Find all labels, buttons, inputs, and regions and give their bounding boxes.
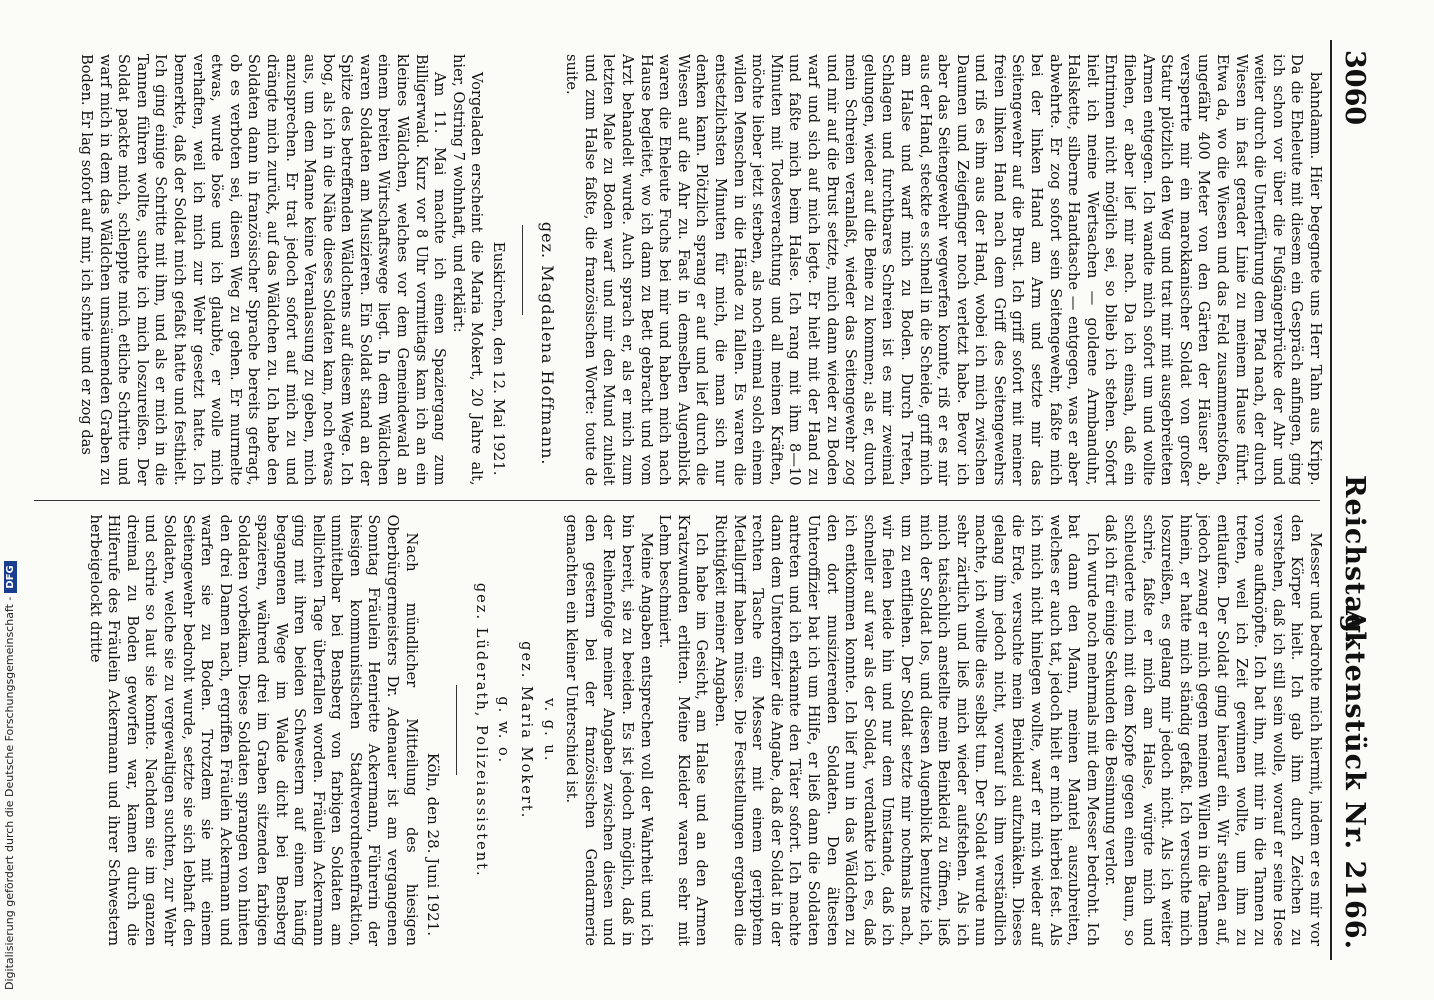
running-head — [1330, 40, 1372, 960]
digitization-note — [3, 10, 17, 990]
paragraph: Ich habe im Gesicht, am Halse und an den Armen Kratzwunden erlitten. Meine Kleider waren sehr mit Lehm beschmiert. — [656, 514, 711, 946]
paragraph: Am 11. Mai machte ich einen Spaziergang zum Billigerwald. Kurz vor 8 Uhr vormittags kam ich an ein kleines Wäldchen, welches vor dem Gemeindewald an einem breiten Wirtschaftswege liegt. In dem Wäldchen waren Soldaten am Musizieren. Ein Soldat stand an der Spitze des betreffenden Wäldchens auf diesem Wege. Ich bog, als ich in die Nähe dieses Soldaten kam, noch etwas aus, um dem Manne keine Veranlassung zu geben, mich anzusprechen. Er trat jedoch sofort auf mich zu und drängte mich zurück, auf das Wäldchen zu. Ich habe den Soldaten dann in französischer Sprache bereits gefragt, ob es verboten sei, diesen Weg zu gehen. Er murmelte etwas, wurde böse und ich glaubte, er wolle mich verhaften, weil ich mich zur Wehr gesetzt hatte. Ich bemerkte, daß der Soldat mich gefaßt hatte und festhielt. Ich ging einige Schritte mit ihm, und als er mich in die Tannen führen wollte, suchte ich mich loszureißen. Der Soldat packte mich, schleppte mich etliche Schritte und warf mich in dem das Wäldchen umsäumenden Graben zu Boden. Er lag sofort auf mir, ich schrie und er zog das — [78, 54, 449, 486]
running-title: Reichstag. — [1339, 475, 1370, 645]
dfg-logo: DFG — [4, 561, 17, 592]
signature: gez. Lüderath, Polizeiassistent. — [472, 582, 490, 878]
document-number: Aktenstück Nr. 2166. — [1339, 609, 1370, 950]
right-column — [30, 501, 1324, 961]
paragraph: bahndamm. Hier begegnete uns Herr Tahn aus Kripp. Da die Eheleute mit diesem ein Gespräch anfingen, ging ich schon vor über die Fußgängerbrücke der Ahr und weiter durch die Unterführung dem Pfad nach, der durch Wiesen in fast gerader Linie zu meinem Hause führt. Etwa da, wo die Wiesen und das Feld zusammenstoßen, ungefähr 400 Meter von den Gärten der Häuser ab, versperrte mir ein marokkanischer Soldat von großer Statur plötzlich den Weg und trat mir mit ausgebreiteten Armen entgegen. Ich wandte mich sofort um und wollte fliehen, er aber lief mir nach. Da ich einsah, daß ein Entrinnen nicht möglich sei, so blieb ich stehen. Sofort hielt ich meine Wertsachen — goldene Armbanduhr, Halskette, silberne Handtasche — entgegen, was er aber abwehrte. Er zog sofort sein Seitengewehr, faßte mich bei der linken Hand am Arm und setzte mir das Seitengewehr auf die Brust. Ich griff sofort mit meiner freien linken Hand nach dem Griff des Seitengewehrs und riß es ihm aus der Hand, wobei ich mich zwischen Daumen und Zeigefinger noch verletzt habe. Bevor ich aber das Seitengewehr wegwerfen konnte, riß er es mir aus der Hand, steckte es schnell in die Scheide, griff mich am Halse und warf mich zu Boden. Durch Treten, Schlagen und furchtbares Schreien ist es mir zweimal gelungen, wieder auf die Beine zu kommen; als er, durch mein Schreien veranlaßt, wieder das Seitengewehr zog und mir auf die Brust setzte, mich dann wieder zu Boden warf und sich auf mich legte. Er hielt mit der Hand zu und faßte mich beim Halse. Ich rang mit ihm 8—10 Minuten mit Todesverachtung und all meinen Kräften, möchte lieber jetzt sterben, als noch einmal solch einem wilden Menschen in die Hände zu fallen. Es waren die entsetzlichsten Minuten für mich, die man sich nur denken kann. Plötzlich sprang er auf und lief durch die Wiesen auf die Ahr zu. Fast in demselben Augenblick waren die Eheleute Fuchs bei mir und haben mich nach Hause begleitet, wo ich dann zu Bett gebracht und vom Arzt behandelt wurde. Auch sprach er, als er mich zum letzten Male zu Boden warf und mir den Mund zuhielt und zum Halse faßte, die französischen Worte: toute de suite. — [563, 54, 1324, 486]
page-number: 3060 — [1339, 50, 1370, 126]
text-columns — [30, 40, 1324, 960]
signature: gez. Magdalena Hoffmann. — [537, 221, 557, 466]
paragraph: Ich wurde noch mehrmals mit dem Messer bedroht. Ich bat dann den Mann, meinen Mantel auszubreiten, welches er auch tat, jedoch hielt er mich hierbei fest. Als ich mich nicht hinlegen wollte, warf er mich wieder auf die Erde, versuchte mein Beinkleid aufzuhäkeln. Dieses gelang ihm jedoch nicht, worauf ich ihm verständlich machte, ich wollte dies selbst tun. Der Soldat wurde nun sehr zärtlich und ließ mich wieder aufstehen. Als ich mich tatsächlich anstellte mein Beinkleid zu öffnen, ließ mich der Soldat los, und diesen Augenblick benutzte ich, um zu entfliehen. Der Soldat setzte mir nochmals nach, wir fielen beide hin und nur dem Umstande, daß ich schneller auf war als der Soldat, verdankte ich es, daß ich entkommen konnte. Ich lief nun in das Wäldchen zu den dort musizierenden Soldaten. Den ältesten Unteroffizier bat ich um Hilfe, er ließ dann die Soldaten antreten und ich erkannte den Täter sofort. Ich machte dann dem Unteroffizier die Angabe, daß der Soldat in der rechten Tasche ein Messer mit einem geripptem Metallgriff haben müsse. Die Feststellungen ergaben die Richtigkeit meiner Angaben. — [712, 514, 1101, 946]
left-column — [30, 40, 1324, 500]
paragraph: Messer und bedrohte mich hiermit, indem er es mir vor den Körper hielt. Ich gab ihm durch Zeichen zu verstehen, daß ich still sein wolle, worauf er seine Hose vorne aufknöpfte. Ich bat ihn, mit mir in die Tannen zu treten, weil ich Zeit gewinnen wollte, um ihm zu entlaufen. Der Soldat ging hierauf ein. Wir standen auf, jedoch zwang er mich gegen meinen Willen in die Tannen hinein, er hatte mich ständig gefaßt. Ich versuchte mich loszureißen, es gelang mir jedoch nicht. Als ich weiter schrie, faßte er mich am Halse, würgte mich und schleuderte mich mit dem Kopfe gegen einen Baum, so daß ich für einige Sekunden die Besinnung verlor. — [1102, 514, 1324, 946]
dateline: Köln, den 28. Juni 1921. — [424, 752, 443, 936]
separator-rule — [456, 685, 457, 775]
attestation: g. w. o. — [495, 696, 513, 765]
signature: gez. Maria Mokert. — [518, 641, 536, 820]
digitization-footer — [0, 0, 22, 1000]
separator-rule — [522, 225, 523, 315]
paragraph: Nach mündlicher Mitteilung des hiesigen Oberbürgermeisters Dr. Adenauer ist am vergangenen Sonntag Fräulein Henriette Ackermann, Führerin der hiesigen kommunistischen Stadtverordnetenfraktion, unmittelbar bei Bensberg von farbigen Soldaten am hellichten Tage überfallen worden. Fräulein Ackermann ging mit ihren beiden Schwestern auf einem häufig begangenen Wege im Walde dicht bei Bensberg spazieren, während drei im Graben sitzenden farbigen Soldaten vorbeikam. Diese Soldaten sprangen von hinten den drei Damen nach, ergriffen Fräulein Ackermann und warfen sie zu Boden. Trotzdem sie mit einem Seitengewehr bedroht wurde, setzte sie sich lebhaft den Soldaten, welche sie zu vergewaltigen suchten, zur Wehr und schrie so laut sie konnte. Nachdem sie im ganzen dreimal zu Boden geworfen war, kamen durch die Hilferufe des Fräulein Ackermann und ihrer Schwestern herbeigelockt dritte — [86, 514, 420, 946]
paragraph: Vorgeladen erscheint die Maria Mokert, 20 Jahre alt, hier, Ostring 7 wohnhaft, und erklärt: — [449, 54, 486, 486]
digitization-text: Digitalisierung gefördert durch die Deutsche Forschungsgemeinschaft - — [3, 596, 16, 990]
paragraph: Meine Angaben entsprechen voll der Wahrheit und ich bin bereit, sie zu beeiden. Es ist jedoch möglich, daß in der Reihenfolge meiner Angaben zwischen diesen und den gestern bei der französischen Gendarmerie gemachten ein kleiner Unterschied ist. — [563, 514, 655, 946]
dateline: Euskirchen, den 12. Mai 1921. — [490, 241, 509, 476]
attestation: v. g. u. — [540, 698, 558, 763]
